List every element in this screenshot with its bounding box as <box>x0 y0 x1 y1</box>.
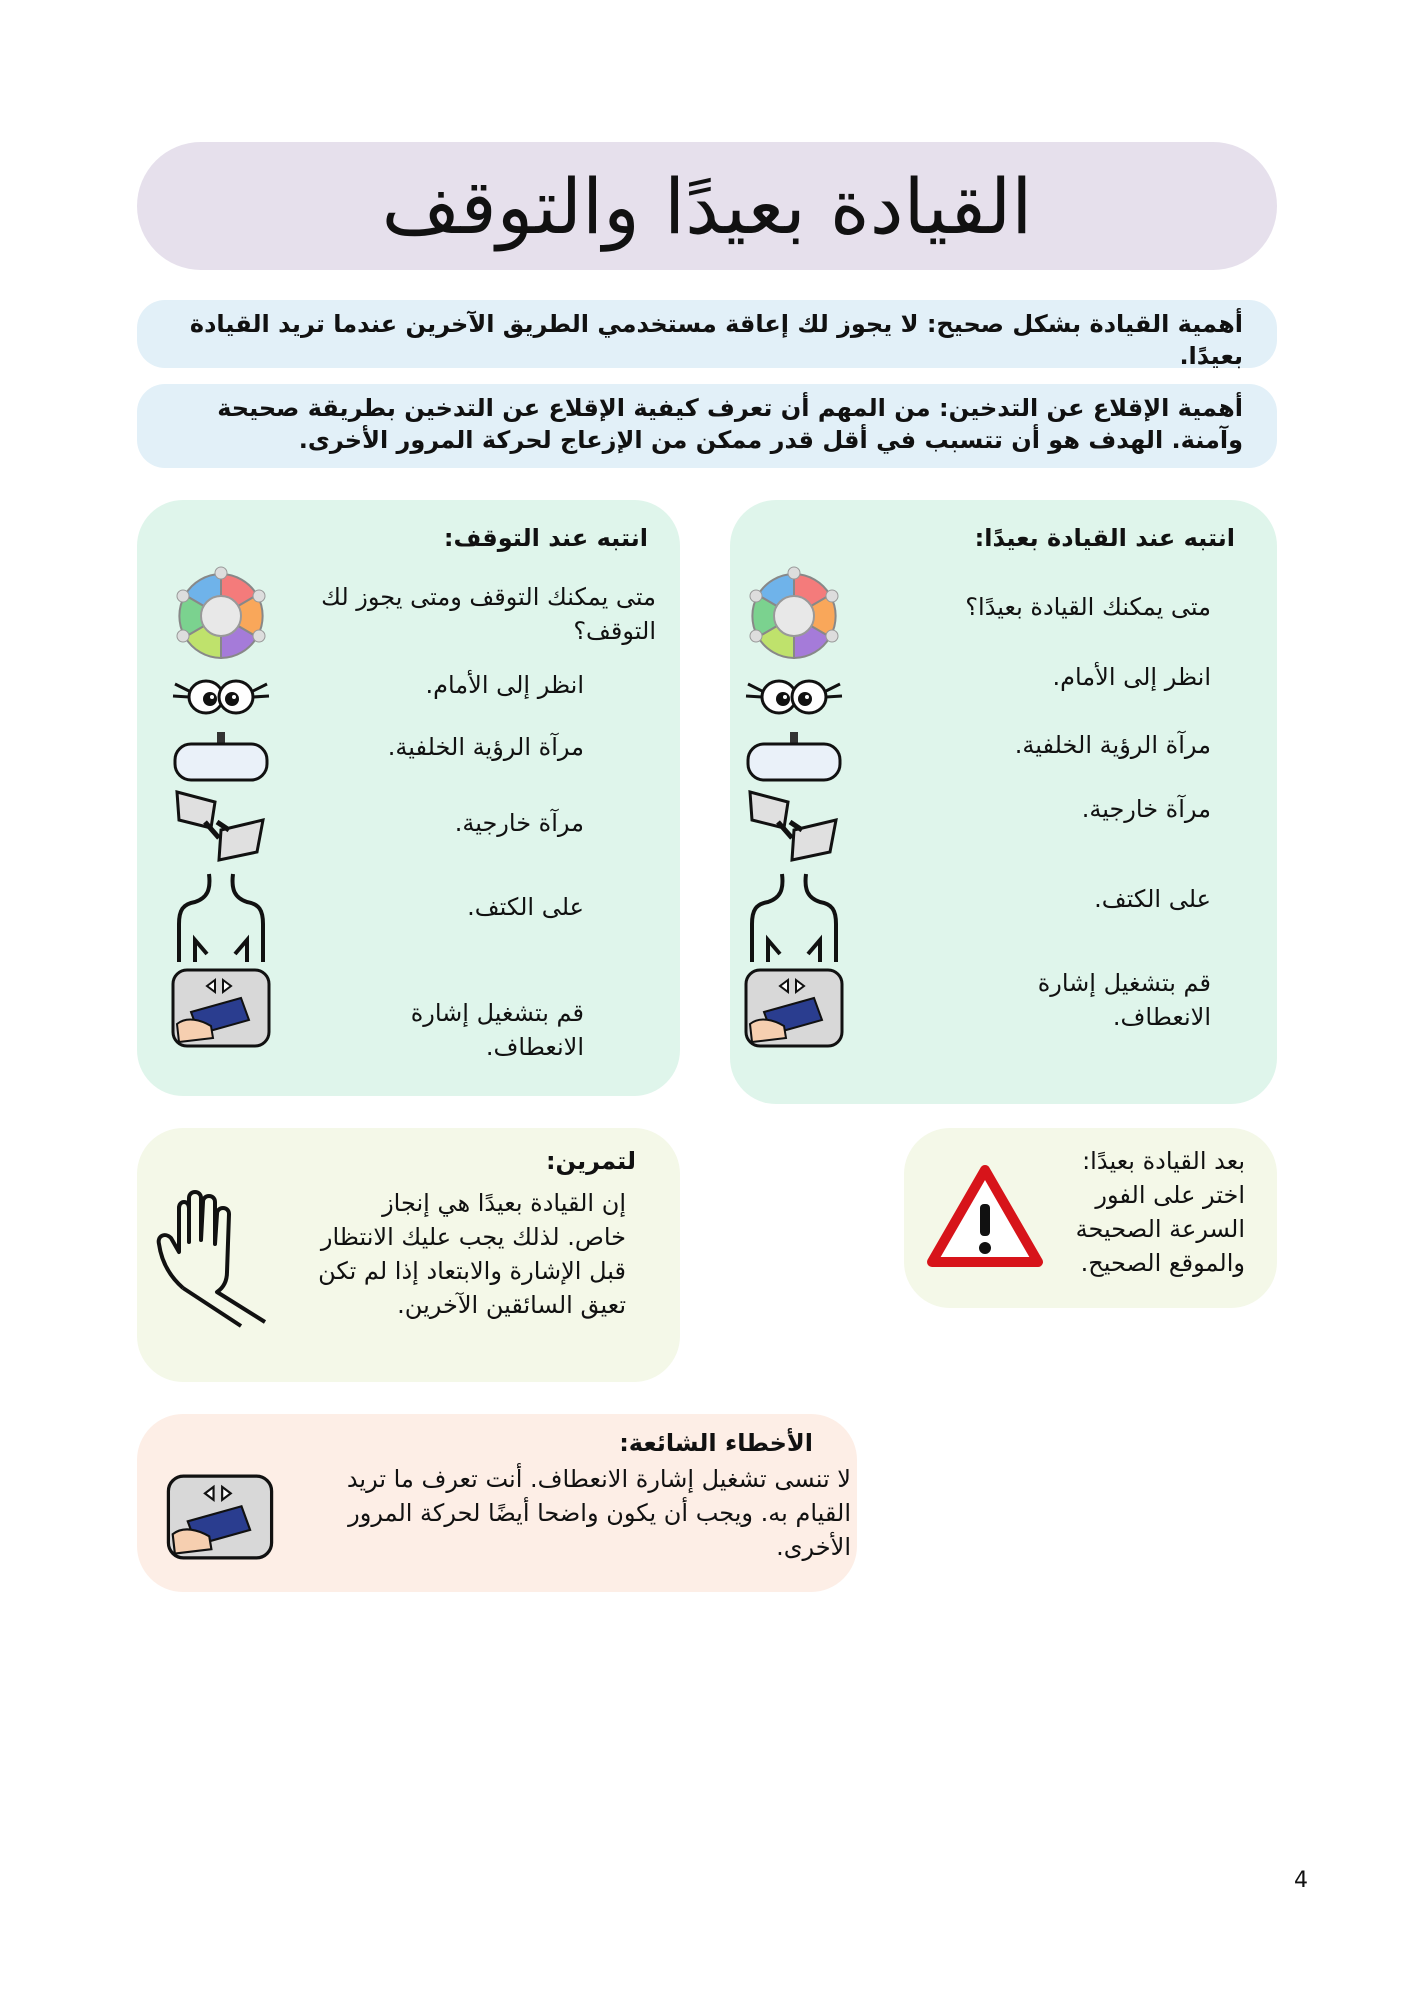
panel-item-text: قم بتشغيل إشارة الانعطاف. <box>410 999 584 1061</box>
exercise-text: إن القيادة بعيدًا هي إنجاز خاص. لذلك يجب عليك الانتظار قبل الإشارة والابتعاد إذا لم تكن تعيق السائقين الآخرين. <box>318 1189 626 1319</box>
after-text: بعد القيادة بعيدًا: اختر على الفور السرعة الصحيحة والموقع الصحيح. <box>1075 1147 1245 1277</box>
side-mirror-icon <box>171 782 271 862</box>
shoulder-icon <box>171 870 271 970</box>
mistakes-box <box>137 1414 857 1592</box>
panel-item-text: مرآة خارجية. <box>1081 795 1211 823</box>
warning-icon <box>926 1164 1044 1268</box>
panel-item-text: على الكتف. <box>1094 885 1211 913</box>
panel-item-text: متى يمكنك التوقف ومتى يجوز لك التوقف؟ <box>321 583 656 645</box>
page-title-text: القيادة بعيدًا والتوقف <box>381 161 1033 251</box>
panel-item-text: مرآة الرؤية الخلفية. <box>1014 731 1211 759</box>
shoulder-icon <box>744 870 844 970</box>
mistakes-text: لا تنسى تشغيل إشارة الانعطاف. أنت تعرف ما تريد القيام به. ويجب أن يكون واضحا أيضًا لحركة المرور الأخرى. <box>346 1465 851 1561</box>
rearview-mirror-icon <box>744 730 844 786</box>
after-driving-box <box>904 1128 1277 1308</box>
panel-item-text: قم بتشغيل إشارة الانعطاف. <box>1037 969 1211 1031</box>
color-wheel-icon <box>744 566 844 666</box>
panel-item-text: على الكتف. <box>467 893 584 921</box>
panel-driving-away <box>730 500 1277 1104</box>
rearview-mirror-icon <box>171 730 271 786</box>
turn-signal-icon <box>171 968 271 1048</box>
panel-item-text: مرآة الرؤية الخلفية. <box>387 733 584 761</box>
page-number: 4 <box>1294 1868 1308 1893</box>
info-text: أهمية القيادة بشكل صحيح: لا يجوز لك إعاقة مستخدمي الطريق الآخرين عندما تريد القيادة بعيدًا. <box>189 310 1243 370</box>
stop-hand-icon <box>153 1188 273 1328</box>
panel-item-text: انظر إلى الأمام. <box>1052 663 1211 691</box>
side-mirror-icon <box>744 782 844 862</box>
mistakes-heading: الأخطاء الشائعة: <box>619 1429 813 1457</box>
panel-heading: انتبه عند القيادة بعيدًا: <box>974 524 1235 552</box>
panel-item-text: متى يمكنك القيادة بعيدًا؟ <box>965 593 1211 621</box>
color-wheel-icon <box>171 566 271 666</box>
info-bar-driving <box>137 300 1277 368</box>
info-text: أهمية الإقلاع عن التدخين: من المهم أن تعرف كيفية الإقلاع عن التدخين بطريقة صحيحة وآمنة. الهدف هو أن تتسبب في أقل قدر ممكن من الإزعاج لحركة المرور الأخرى. <box>217 394 1243 454</box>
turn-signal-icon <box>165 1474 275 1560</box>
panel-stopping <box>137 500 680 1096</box>
eyes-icon <box>171 670 271 720</box>
turn-signal-icon <box>744 968 844 1048</box>
panel-item-text: مرآة خارجية. <box>454 809 584 837</box>
panel-heading: انتبه عند التوقف: <box>443 524 648 552</box>
exercise-heading: لتمرين: <box>545 1147 636 1175</box>
info-bar-stopping <box>137 384 1277 468</box>
exercise-box <box>137 1128 680 1382</box>
page-title <box>137 142 1277 270</box>
eyes-icon <box>744 670 844 720</box>
panel-item-text: انظر إلى الأمام. <box>425 671 584 699</box>
